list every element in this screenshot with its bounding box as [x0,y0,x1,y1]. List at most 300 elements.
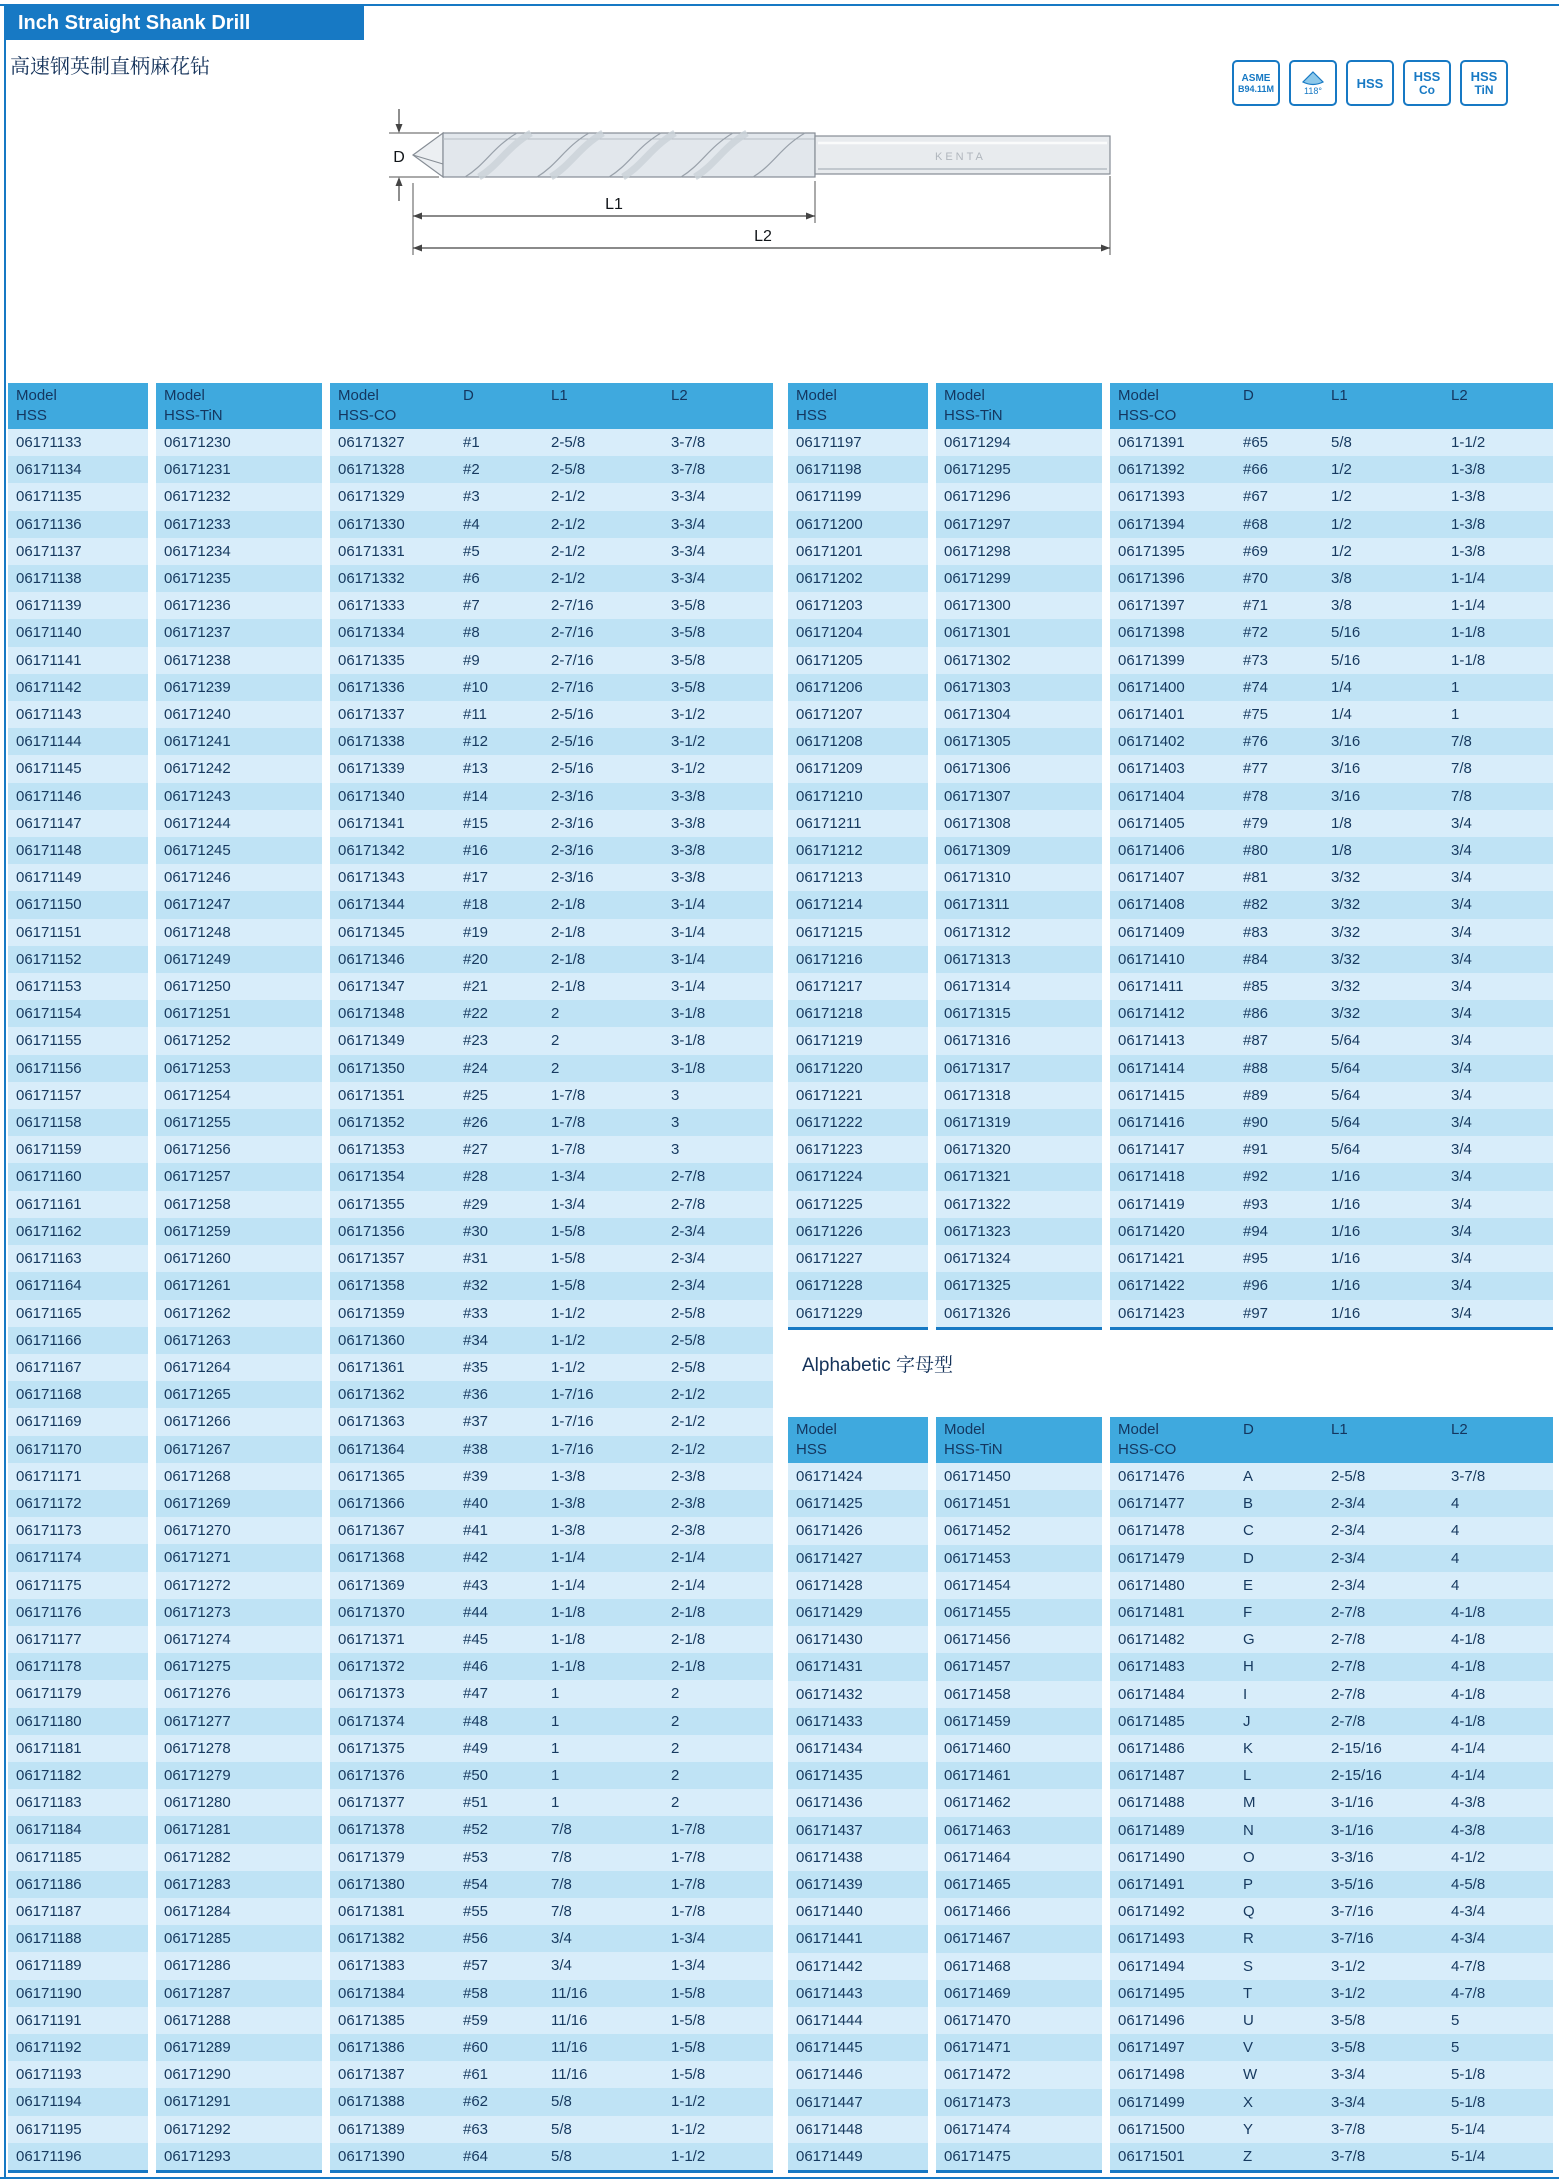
table-cell: 1-7/8 [671,1902,706,1920]
table-cell: 06171438 [796,1848,863,1866]
table-row [156,1626,322,1653]
table-cell: 06171500 [1118,2120,1185,2138]
shank-brand-mark: KENTA [935,151,986,163]
table-cell: 06171143 [16,706,82,724]
table-cell: 1-1/8 [1451,651,1486,669]
table-row [8,2088,148,2115]
table-cell: 06171237 [164,624,231,642]
table-cell: S [1243,1957,1254,1975]
table-cell: 06171259 [164,1222,231,1240]
table-cell: 06171435 [796,1767,863,1785]
table-cell: 06171377 [338,1794,405,1812]
table-row [1110,755,1553,782]
table-cell: #42 [463,1549,489,1567]
table-row [8,1789,148,1816]
table-row [788,1272,928,1299]
table-row [8,1245,148,1272]
column-header: L2 [1443,1417,1553,1463]
table-cell: 06171350 [338,1059,405,1077]
table-cell: 1-1/2 [1451,434,1486,451]
table-group-alphabetic [788,1417,1553,2173]
table-cell: #88 [1243,1059,1269,1077]
table-cell: 2-3/8 [671,1494,706,1512]
table-cell: #56 [463,1930,489,1948]
table-cell: 06171252 [164,1032,231,1050]
table-row [1110,1163,1553,1190]
table-cell: 06171194 [16,2093,82,2111]
table-row [8,1735,148,1762]
table-cell: 3/4 [1451,1005,1472,1023]
table-row [156,919,322,946]
table-cell: 4-1/2 [1451,1848,1486,1866]
table-row [8,1381,148,1408]
table-row [936,1681,1102,1708]
table-cell: 3/4 [1451,842,1472,860]
table-row [156,891,322,918]
table-cell: 06171220 [796,1059,863,1077]
table-row [936,2061,1102,2088]
table-row [8,1272,148,1299]
table-row [1110,1572,1553,1599]
table-row [8,565,148,592]
table-cell: 7/8 [1451,760,1472,778]
table-row [936,483,1102,510]
table-row [156,456,322,483]
table-cell: Y [1243,2120,1254,2138]
table-cell: T [1243,1984,1253,2002]
table-cell: 06171189 [16,1957,82,1975]
table-cell: 3-3/4 [671,515,706,533]
table-cell: 06171150 [16,896,82,914]
table-cell: 06171475 [944,2148,1011,2166]
table-cell: 3/16 [1331,733,1361,751]
table-cell: 06171412 [1118,1005,1185,1023]
table-cell: 5/16 [1331,651,1361,669]
table-cell: 4 [1451,1522,1460,1540]
table-cell: 1-1/2 [551,1358,586,1376]
table-cell: 06171395 [1118,542,1185,560]
table-cell: 1/16 [1331,1168,1361,1186]
table-cell: 3/8 [1331,570,1352,588]
table-cell: 1 [1451,706,1460,724]
table-cell: 06171319 [944,1114,1011,1132]
table-cell: 1/2 [1331,461,1352,479]
table-cell: D [1243,1549,1254,1567]
table-cell: #15 [463,814,489,832]
table-cell: 06171282 [164,1848,231,1866]
table-cell: 06171267 [164,1440,231,1458]
table-cell: 06171404 [1118,787,1185,805]
column-header: D [455,383,543,429]
left-rule [4,4,6,2177]
table-cell: N [1243,1821,1254,1839]
subtable-grid [788,383,928,1327]
table-cell: 1-7/16 [551,1413,594,1431]
table-cell: 06171355 [338,1195,405,1213]
table-cell: 06171366 [338,1494,405,1512]
table-cell: 06171358 [338,1277,405,1295]
table-row [156,2116,322,2143]
table-cell: 06171308 [944,814,1011,832]
table-cell: 3-1/2 [671,760,706,778]
table-row [330,1898,773,1925]
table-cell: 06171246 [164,869,231,887]
table-cell: 06171390 [338,2147,405,2165]
table-cell: 1-3/8 [551,1494,586,1512]
table-cell: 06171212 [796,842,863,860]
table-cell: #21 [463,978,489,996]
table-row [936,783,1102,810]
table-row [936,1109,1102,1136]
table-cell: 06171498 [1118,2066,1185,2084]
table-row [788,919,928,946]
table-cell: #74 [1243,678,1269,696]
table-cell: 06171434 [796,1740,863,1758]
table-cell: W [1243,2066,1258,2084]
table-cell: 1-3/8 [1451,461,1486,479]
table-cell: 06171453 [944,1549,1011,1567]
table-row [330,1300,773,1327]
table-cell: #12 [463,733,489,751]
table-row [1110,973,1553,1000]
table-row [330,1544,773,1571]
table-cell: 06171162 [16,1222,82,1240]
table-cell: #47 [463,1685,489,1703]
badge-asme-line1: ASME [1241,72,1271,84]
table-row [1110,946,1553,973]
table-cell: 06171463 [944,1821,1011,1839]
table-row [1110,511,1553,538]
drill-dimension-diagram [375,103,1145,288]
table-row [936,1490,1102,1517]
table-cell: 06171214 [796,896,863,914]
table-row [788,1708,928,1735]
table-cell: #1 [463,434,480,451]
table-cell: 3-7/8 [1451,1468,1486,1485]
table-row [936,647,1102,674]
table-row [156,1844,322,1871]
table-row [8,1027,148,1054]
table-cell: 3/4 [1451,1114,1472,1132]
table-cell: 3/4 [1451,814,1472,832]
table-cell: 4-3/4 [1451,1903,1486,1921]
table-cell: 06171281 [164,1821,231,1839]
table-row [1110,1735,1553,1762]
table-cell: 06171161 [16,1195,82,1213]
table-row [156,1708,322,1735]
table-row [788,946,928,973]
table-cell: 06171191 [16,2011,82,2029]
table-cell: 06171192 [16,2038,82,2056]
table-cell: 06171439 [796,1876,863,1894]
table-cell: #58 [463,1984,489,2002]
table-row [788,1517,928,1544]
table-row [936,837,1102,864]
table-cell: 06171349 [338,1032,405,1050]
table-cell: 1-5/8 [671,2038,706,2056]
table-cell: 4-3/8 [1451,1821,1486,1839]
table-cell: 4-1/8 [1451,1631,1486,1649]
table-cell: 06171494 [1118,1957,1185,1975]
table-row [330,1626,773,1653]
table-cell: #34 [463,1331,489,1349]
table-cell: 2-7/8 [1331,1604,1366,1622]
table-cell: 3/4 [1451,1168,1472,1186]
table-cell: 2-7/16 [551,624,594,642]
table-cell: 06171473 [944,2093,1011,2111]
table-cell: 06171305 [944,733,1011,751]
table-row [330,1762,773,1789]
table-row [156,1952,322,1979]
table-row [156,1354,322,1381]
table-cell: 3-1/4 [671,978,706,996]
table-cell: 06171205 [796,651,863,669]
table-cell: #40 [463,1494,489,1512]
badge-hss-tin-line1: HSS [1470,69,1498,84]
table-row [1110,1545,1553,1572]
table-cell: #68 [1243,515,1269,533]
table-cell: 06171170 [16,1440,82,1458]
table-cell: 06171348 [338,1005,405,1023]
table-cell: 3-7/16 [1331,1930,1374,1948]
table-cell: 06171253 [164,1059,231,1077]
table-row [330,1653,773,1680]
table-cell: 2-3/16 [551,842,594,860]
table-row [8,1327,148,1354]
table-cell: 1/8 [1331,842,1352,860]
drill-point-icon [1301,71,1325,86]
table-cell: 06171176 [16,1603,82,1621]
table-cell: 06171339 [338,760,405,778]
table-row [156,1599,322,1626]
table-row [788,1082,928,1109]
table-cell: 5-1/4 [1451,2148,1486,2166]
table-cell: 06171164 [16,1277,82,1295]
table-row [936,1871,1102,1898]
table-cell: #51 [463,1794,489,1812]
table-cell: 2-1/2 [671,1440,706,1458]
table-cell: 2 [551,1005,560,1023]
table-row [1110,674,1553,701]
table-row [8,810,148,837]
table-cell: 06171499 [1118,2093,1185,2111]
table-row [330,783,773,810]
table-cell: 06171232 [164,488,231,506]
table-cell: 2-7/8 [671,1195,706,1213]
table-row [788,755,928,782]
table-row [156,1762,322,1789]
table-row [156,1544,322,1571]
table-cell: 1-1/4 [551,1549,586,1567]
table-cell: 06171154 [16,1005,82,1023]
table-cell: #19 [463,923,489,941]
table-cell: 06171188 [16,1930,82,1948]
bottom-rule [0,2177,1559,2179]
table-row [156,1218,322,1245]
table-cell: 06171142 [16,678,82,696]
table-cell: #26 [463,1114,489,1132]
table-row [330,1490,773,1517]
table-cell: 1-5/8 [671,2011,706,2029]
table-cell: 2-1/8 [551,978,586,996]
table-cell: 06171445 [796,2039,863,2057]
table-cell: 06171291 [164,2093,231,2111]
table-cell: 06171322 [944,1195,1011,1213]
table-cell: 2-5/16 [551,706,594,724]
table-row [788,1300,928,1327]
table-cell: 06171436 [796,1794,863,1812]
spec-badge-row [1232,60,1508,106]
table-cell: 06171236 [164,597,231,615]
table-cell: 06171413 [1118,1032,1185,1050]
table-cell: 3-3/4 [671,570,706,588]
table-cell: 06171444 [796,2012,863,2030]
table-cell: 1-1/2 [671,2147,706,2165]
table-cell: 06171144 [16,733,82,751]
table-row [788,674,928,701]
table-cell: #95 [1243,1250,1269,1268]
column-header: Model HSS [8,383,148,429]
table-cell: U [1243,2012,1254,2030]
table-cell: 4-1/8 [1451,1712,1486,1730]
table-cell: 7/8 [551,1821,572,1839]
table-cell: 2-3/4 [1331,1495,1366,1513]
table-row [936,1300,1102,1327]
table-cell: #7 [463,597,480,615]
table-cell: 06171183 [16,1794,82,1812]
table-cell: #97 [1243,1304,1269,1322]
table-cell: 2-5/16 [551,733,594,751]
table-row [8,647,148,674]
table-row [330,1136,773,1163]
table-cell: 06171488 [1118,1794,1185,1812]
table-cell: 3/4 [1451,869,1472,887]
table-cell: 3/16 [1331,787,1361,805]
table-cell: 06171376 [338,1766,405,1784]
table-cell: 06171217 [796,978,863,996]
table-row [788,1735,928,1762]
table-cell: 1-5/8 [671,2066,706,2084]
table-row [788,1817,928,1844]
table-row [936,1844,1102,1871]
table-cell: 06171274 [164,1630,231,1648]
table-cell: 06171193 [16,2066,82,2084]
table-row [936,919,1102,946]
table-row [156,1871,322,1898]
table-row [156,1245,322,1272]
table-cell: 06171420 [1118,1222,1185,1240]
table-row [156,511,322,538]
table-row [8,1708,148,1735]
table-cell: 06171466 [944,1903,1011,1921]
table-cell: #69 [1243,542,1269,560]
table-cell: 3/4 [1451,1222,1472,1240]
table-cell: #63 [463,2120,489,2138]
table-cell: 06171276 [164,1685,231,1703]
table-row [330,701,773,728]
table-cell: 06171204 [796,624,863,642]
table-cell: #45 [463,1630,489,1648]
table-row [156,2061,322,2088]
table-cell: 1 [1451,678,1460,696]
table-cell: 06171185 [16,1848,82,1866]
table-cell: 06171186 [16,1875,82,1893]
table-cell: #61 [463,2066,489,2084]
table-cell: 06171449 [796,2148,863,2166]
table-row [156,1653,322,1680]
table-cell: 06171456 [944,1631,1011,1649]
table-row [330,483,773,510]
table-cell: 06171155 [16,1032,82,1050]
table-row [8,2007,148,2034]
table-row [788,1898,928,1925]
table-cell: 2-1/8 [551,896,586,914]
table-row [156,1327,322,1354]
table-row [788,810,928,837]
table-cell: 06171427 [796,1549,863,1567]
table-cell: 5/8 [1331,434,1352,451]
table-row [788,538,928,565]
table-row [156,429,322,456]
table-cell: 06171313 [944,950,1011,968]
table-row [936,1082,1102,1109]
table-cell: 3-3/8 [671,842,706,860]
table-cell: 5-1/8 [1451,2066,1486,2084]
table-row [936,1000,1102,1027]
table-cell: 06171243 [164,787,231,805]
table-row [8,1436,148,1463]
column-header: L2 [663,383,773,429]
table-cell: 3-7/16 [1331,1903,1374,1921]
table-cell: 06171211 [796,814,862,832]
table-cell: 06171344 [338,896,405,914]
table-cell: 5-1/4 [1451,2120,1486,2138]
table-cell: 3-5/8 [1331,2039,1366,2057]
table-row [8,891,148,918]
table-cell: #38 [463,1440,489,1458]
table-row [1110,1463,1553,1490]
table-row [156,1272,322,1299]
table-cell: 3 [671,1141,680,1159]
table-cell: 06171271 [164,1549,231,1567]
table-cell: 06171317 [944,1059,1011,1077]
table-cell: 2-5/8 [551,434,586,451]
table-row [936,728,1102,755]
table-row [8,1952,148,1979]
table-cell: 3-5/8 [671,651,706,669]
table-cell: 06171203 [796,597,863,615]
table-row [936,1735,1102,1762]
table-cell: 4 [1451,1549,1460,1567]
table-cell: 2 [551,1059,560,1077]
table-cell: 3/4 [1451,1059,1472,1077]
table-cell: 06171418 [1118,1168,1185,1186]
table-cell: #67 [1243,488,1269,506]
table-cell: 7/8 [551,1848,572,1866]
table-cell: 06171368 [338,1549,405,1567]
table-cell: 2-7/16 [551,597,594,615]
table-row [788,1925,928,1952]
table-cell: #17 [463,869,489,887]
table-cell: 2-1/2 [551,570,586,588]
table-cell: 1/16 [1331,1277,1361,1295]
table-cell: #53 [463,1848,489,1866]
table-cell: 06171459 [944,1712,1011,1730]
table-cell: #25 [463,1086,489,1104]
table-cell: 3/32 [1331,978,1361,996]
table-cell: 06171392 [1118,461,1185,479]
table-cell: #91 [1243,1141,1269,1159]
